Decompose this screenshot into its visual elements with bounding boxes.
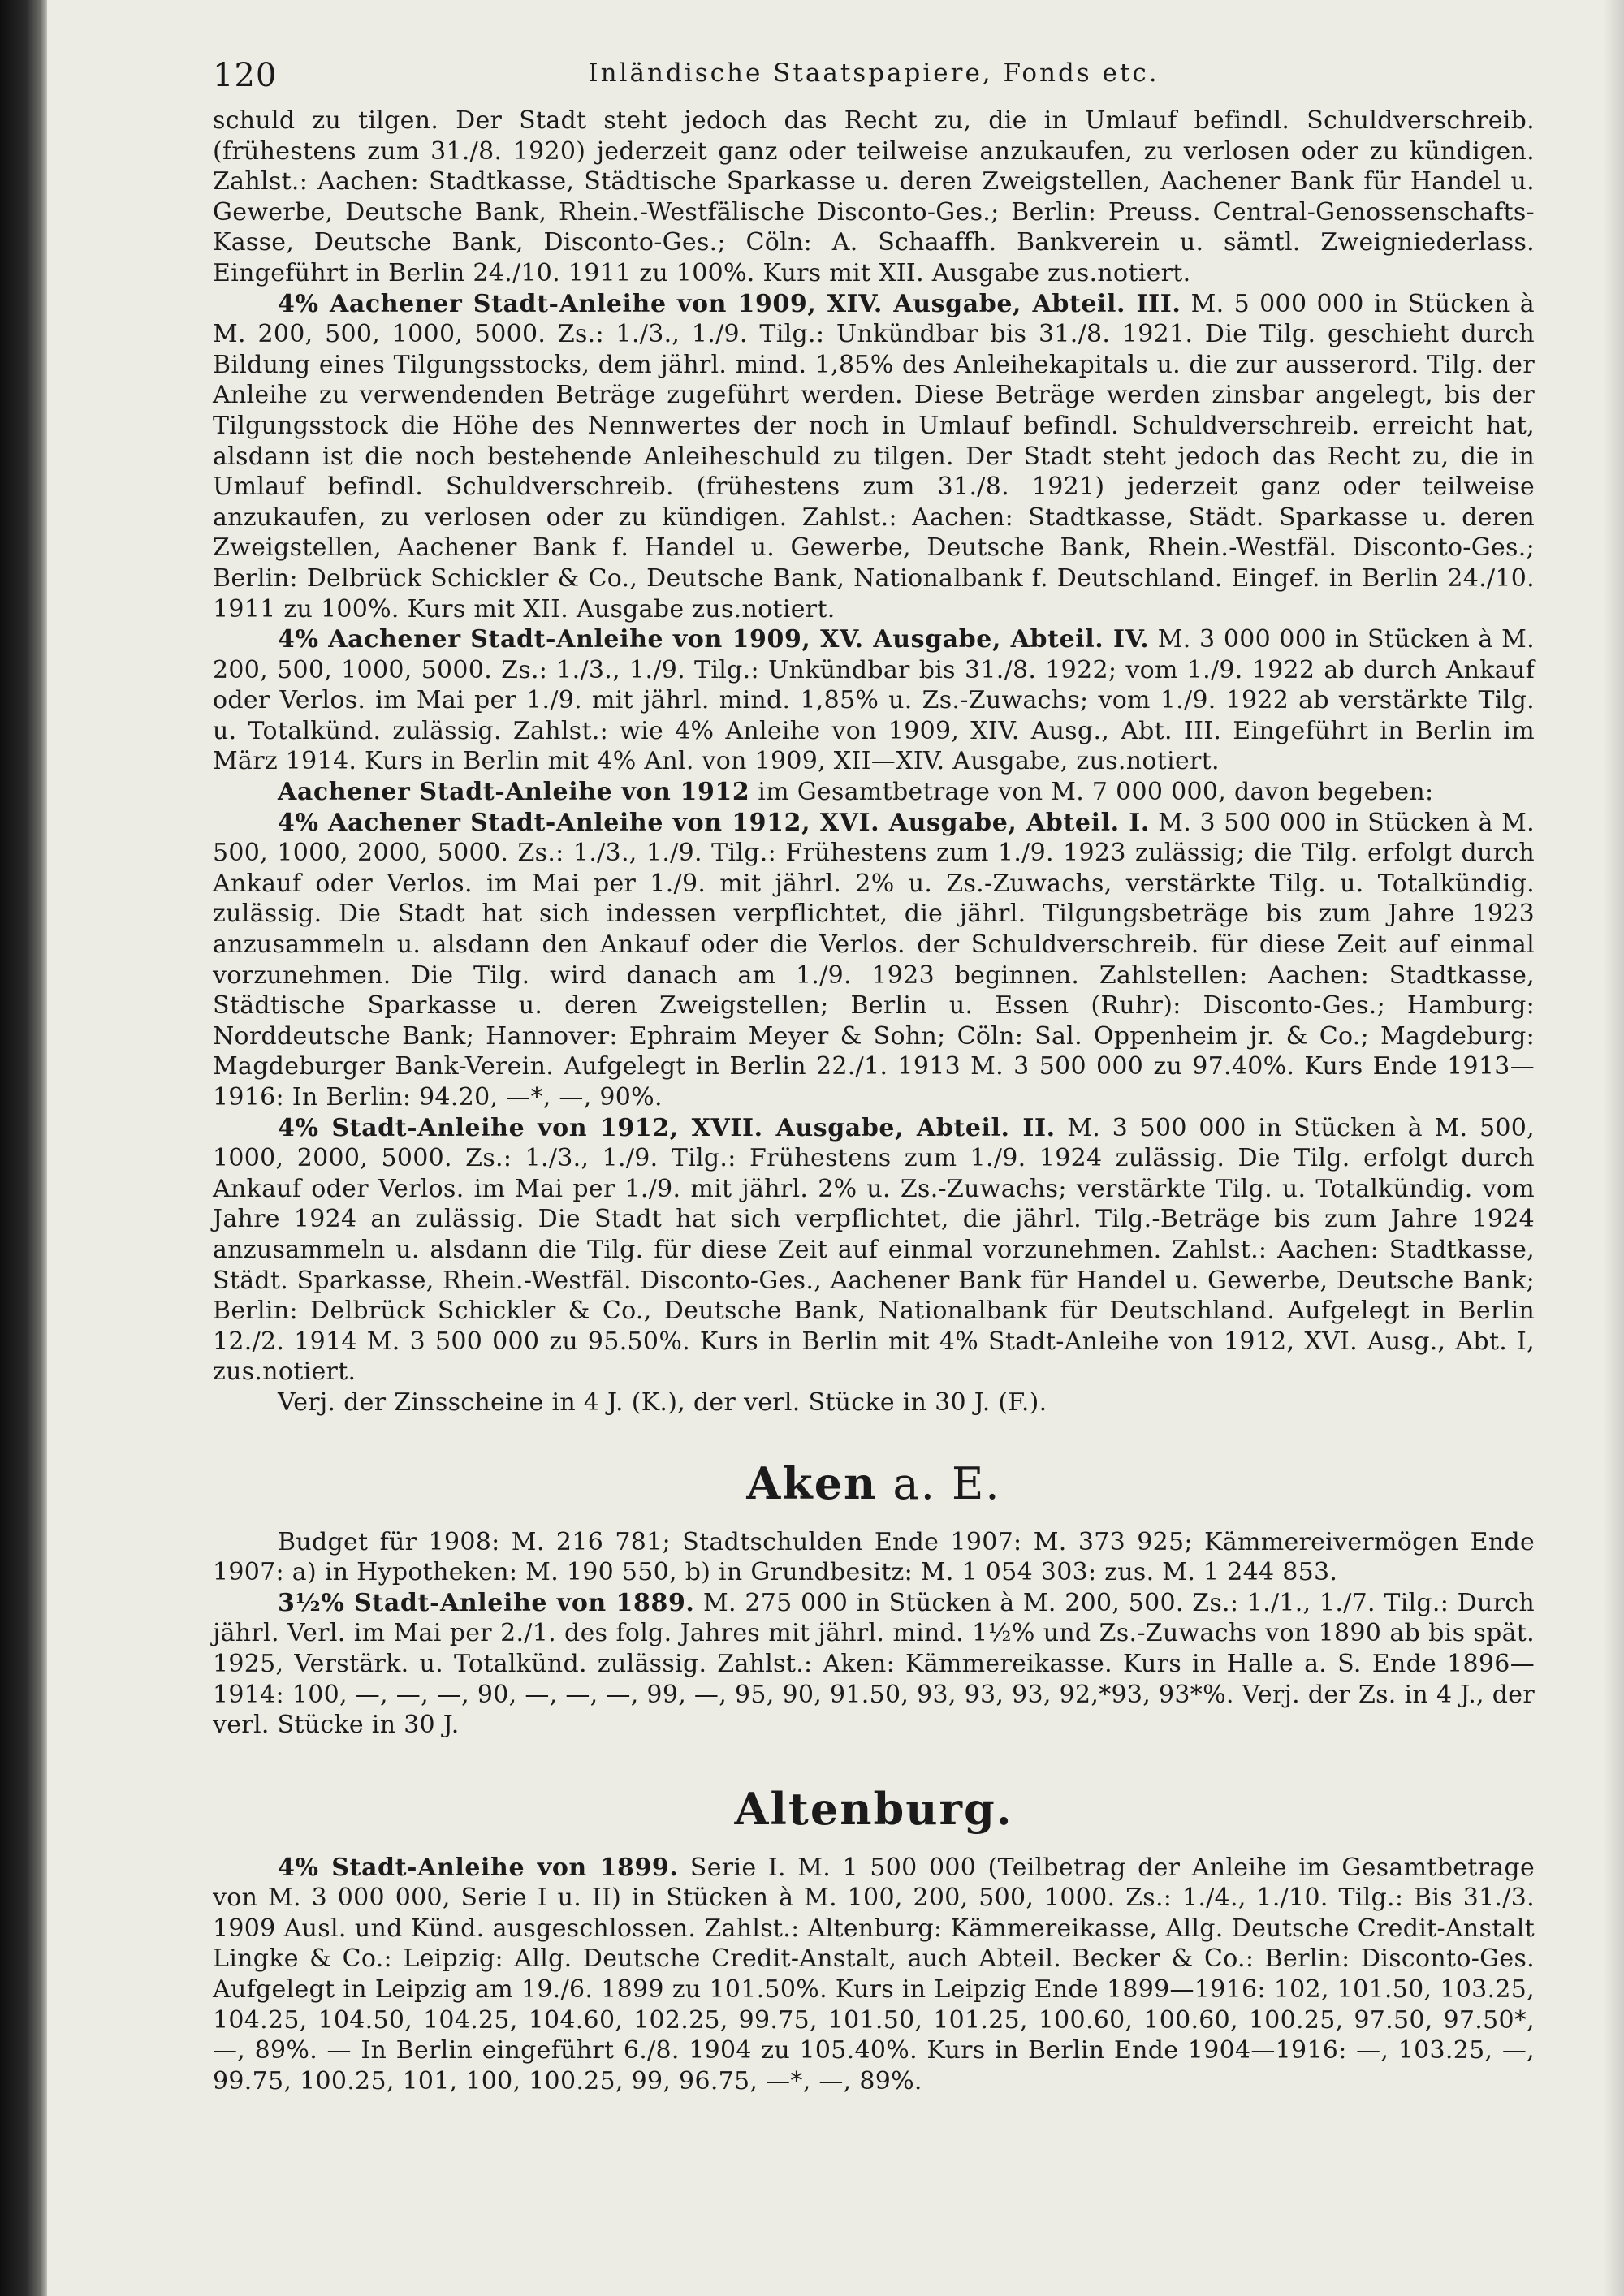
bond-entry [213,289,1535,625]
bond-entry [213,1113,1535,1388]
bond-details: M. 275 000 in Stücken à M. 200, 500. Zs.: 1./1., 1./7. Tilg.: Durch jährl. Verl. im Mai per 2./1. des folg. Jahres mit jährl. mind. 1½% und Zs.-Zuwachs von 1890 ab bis spät. 1925, Verstärk. u. Totalkünd. zulässig. Zahlst.: Aken: Kämmereikasse. Kurs in Halle a. S. Ende 1896—1914: 100, —, —, —, 90, —, —, —, 99, —, 95, 90, 91.50, 93, 93, 93, 92,*93, 93*%. Verj. der Zs. in 4 J., der verl. Stücke in 30 J. [213,1588,1535,1740]
section-aachen [213,106,1535,1418]
paragraph: schuld zu tilgen. Der Stadt steht jedoch das Recht zu, die in Umlauf befindl. Schuldverschreib. (frühestens zum 31./8. 1920) jederzeit ganz oder teilweise anzukaufen, zu verlosen oder zu kündigen. Zahlst.: Aachen: Stadtkasse, Städtische Sparkasse u. deren Zweigstellen, Aachener Bank für Handel u. Gewerbe, Deutsche Bank, Rhein.-Westfälische Disconto-Ges.; Berlin: Preuss. Central-Genossenschafts-Kasse, Deutsche Bank, Disconto-Ges.; Cöln: A. Schaaffh. Bankverein u. sämtl. Zweigniederlass. Eingeführt in Berlin 24./10. 1911 zu 100%. Kurs mit XII. Ausgabe zus.notiert. [213,106,1535,287]
bond-title: 4% Aachener Stadt-Anleihe von 1912, XVI. Ausgabe, Abteil. I. [278,808,1150,837]
bond-entry [213,1853,1535,2097]
section-altenburg [213,1783,1535,2097]
bond-entry [213,777,1535,808]
bond-title: 4% Stadt-Anleihe von 1899. [278,1853,679,1882]
section-heading-aken [213,1457,1535,1509]
heading-suffix: a. E. [877,1457,1001,1509]
paragraph: Budget für 1908: M. 216 781; Stadtschulden Ende 1907: M. 373 925; Kämmereivermögen Ende 1907: a) in Hypotheken: M. 190 550, b) in Grundbesitz: M. 1 054 303: zus. M. 1 244 853. [213,1527,1535,1587]
running-title: Inländische Staatspapiere, Fonds etc. [588,58,1160,88]
bond-title: Aachener Stadt-Anleihe von 1912 [278,778,750,807]
bond-entry [213,624,1535,777]
book-binding-shadow [0,0,47,2296]
bond-details: Serie I. M. 1 500 000 (Teilbetrag der Anleihe im Gesamtbetrage von M. 3 000 000, Serie I u. II) in Stücken à M. 100, 200, 500, 1000. Zs.: 1./4., 1./10. Tilg.: Bis 31./3. 1909 Ausl. und Künd. ausgeschlossen. Zahlst.: Altenburg: Kämmereikasse, Allg. Deutsche Credit-Anstalt Lingke & Co.: Leipzig: Allg. Deutsche Credit-Anstalt, auch Abteil. Becker & Co.: Berlin: Disconto-Ges. Aufgelegt in Leipzig am 19./6. 1899 zu 101.50%. Kurs in Leipzig Ende 1899—1916: 102, 101.50, 103.25, 104.25, 104.50, 104.25, 104.60, 102.25, 99.75, 101.50, 101.25, 100.60, 100.60, 100.25, 97.50, 97.50*, —, 89%. — In Berlin eingeführt 6./8. 1904 zu 105.40%. Kurs in Berlin Ende 1904—1916: —, 103.25, —, 99.75, 100.25, 101, 100, 100.25, 99, 96.75, —*, —, 89%. [213,1853,1535,2095]
section-aken [213,1457,1535,1741]
heading-main: Altenburg. [734,1782,1013,1835]
bond-entry [213,808,1535,1113]
heading-main: Aken [746,1457,878,1509]
paragraph: Verj. der Zinsscheine in 4 J. (K.), der verl. Stücke in 30 J. (F.). [278,1388,1047,1417]
bond-details: M. 3 500 000 in Stücken à M. 500, 1000, 2000, 5000. Zs.: 1./3., 1./9. Tilg.: Frühestens zum 1./9. 1924 zulässig. Die Tilg. erfolgt durch Ankauf oder Verlos. im Mai per 1./9. mit jährl. 2% u. Zs.-Zuwachs; verstärkte Tilg. u. Totalkündig. vom Jahre 1924 an zulässig. Die Stadt hat sich verpflichtet, die jährl. Tilg.-Beträge bis zum Jahre 1924 anzusammeln u. alsdann die Tilg. für diese Zeit auf einmal vorzunehmen. Zahlst.: Aachen: Stadtkasse, Städt. Sparkasse, Rhein.-Westfäl. Disconto-Ges., Aachener Bank für Handel u. Gewerbe, Deutsche Bank; Berlin: Delbrück Schickler & Co., Deutsche Bank, Nationalbank für Deutschland. Aufgelegt in Berlin 12./2. 1914 M. 3 500 000 zu 95.50%. Kurs in Berlin mit 4% Stadt-Anleihe von 1912, XVI. Ausg., Abt. I, zus.notiert. [213,1113,1535,1387]
document-page [213,49,1535,2096]
page-header [213,49,1535,106]
bond-details: im Gesamtbetrage von M. 7 000 000, davon begeben: [749,778,1434,807]
bond-title: 4% Stadt-Anleihe von 1912, XVII. Ausgabe, Abteil. II. [278,1113,1056,1142]
bond-title: 4% Aachener Stadt-Anleihe von 1909, XIV. Ausgabe, Abteil. III. [278,289,1181,318]
page-edge-shadow [1603,0,1624,2296]
section-heading-altenburg [213,1783,1535,1835]
bond-title: 3½% Stadt-Anleihe von 1889. [278,1588,695,1617]
bond-details: M. 3 500 000 in Stücken à M. 500, 1000, 2000, 5000. Zs.: 1./3., 1./9. Tilg.: Frühestens zum 1./9. 1923 zulässig; die Tilg. erfolgt durch Ankauf oder Verlos. im Mai per 1./9. mit jährl. 2% u. Zs.-Zuwachs, verstärkte Tilg. u. Totalkündig. zulässig. Die Stadt hat sich indessen verpflichtet, die jährl. Tilgungsbeträge bis zum Jahre 1923 anzusammeln u. alsdann den Ankauf oder die Verlos. der Schuldverschreib. für diese Zeit auf einmal vorzunehmen. Die Tilg. wird danach am 1./9. 1923 beginnen. Zahlstellen: Aachen: Stadtkasse, Städtische Sparkasse u. deren Zweigstellen; Berlin u. Essen (Ruhr): Disconto-Ges.; Hamburg: Norddeutsche Bank; Hannover: Ephraim Meyer & Sohn; Cöln: Sal. Oppenheim jr. & Co.; Magdeburg: Magdeburger Bank-Verein. Aufgelegt in Berlin 22./1. 1913 M. 3 500 000 zu 97.40%. Kurs Ende 1913—1916: In Berlin: 94.20, —*, —, 90%. [213,808,1535,1111]
page-number: 120 [213,57,278,94]
bond-title: 4% Aachener Stadt-Anleihe von 1909, XV. Ausgabe, Abteil. IV. [278,625,1150,654]
bond-details: M. 5 000 000 in Stücken à M. 200, 500, 1000, 5000. Zs.: 1./3., 1./9. Tilg.: Unkündbar bis 31./8. 1921. Die Tilg. geschieht durch Bildung eines Tilgungsstocks, dem jährl. mind. 1,85% des Anleihekapitals u. die zur ausserord. Tilg. der Anleihe zu verwendenden Beträge zugeführt werden. Diese Beträge werden zinsbar angelegt, bis der Tilgungsstock die Höhe des Nennwertes der noch in Umlauf befindl. Schuldverschreib. erreicht hat, alsdann ist die noch bestehende Anleiheschuld zu tilgen. Der Stadt steht jedoch das Recht zu, die in Umlauf befindl. Schuldverschreib. (frühestens zum 31./8. 1921) jederzeit ganz oder teilweise anzukaufen, zu verlosen oder zu kündigen. Zahlst.: Aachen: Stadtkasse, Städt. Sparkasse u. deren Zweigstellen, Aachener Bank f. Handel u. Gewerbe, Deutsche Bank, Rhein.-Westfäl. Disconto-Ges.; Berlin: Delbrück Schickler & Co., Deutsche Bank, Nationalbank f. Deutschland. Eingef. in Berlin 24./10. 1911 zu 100%. Kurs mit XII. Ausgabe zus.notiert. [213,289,1535,624]
bond-details: M. 3 000 000 in Stücken à M. 200, 500, 1000, 5000. Zs.: 1./3., 1./9. Tilg.: Unkündbar bis 31./8. 1922; vom 1./9. 1922 ab durch Ankauf oder Verlos. im Mai per 1./9. mit jährl. mind. 1,85% u. Zs.-Zuwachs; vom 1./9. 1922 ab verstärkte Tilg. u. Totalkünd. zulässig. Zahlst.: wie 4% Anleihe von 1909, XIV. Ausg., Abt. III. Eingeführt in Berlin im März 1914. Kurs in Berlin mit 4% Anl. von 1909, XII—XIV. Ausgabe, zus.notiert. [213,625,1535,776]
bond-entry [213,1588,1535,1741]
